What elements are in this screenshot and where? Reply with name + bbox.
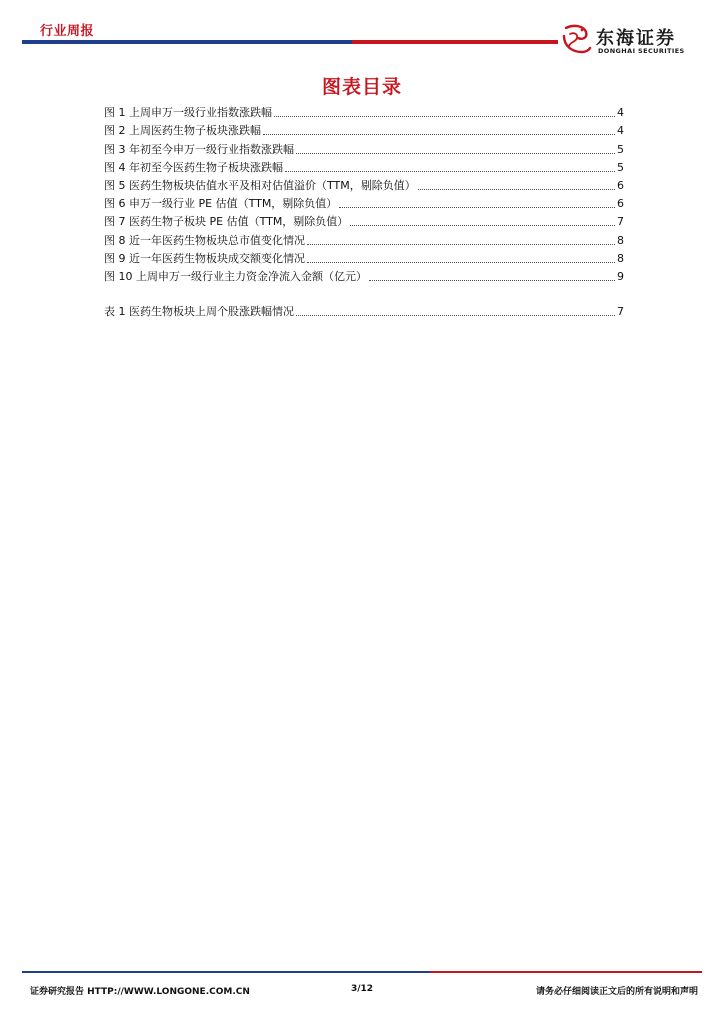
toc-entry-page: 5 [617, 160, 624, 174]
toc-entry-figure-9[interactable] [104, 248, 624, 266]
header-divider [22, 40, 558, 44]
toc-entry-table-1[interactable] [104, 301, 624, 319]
toc-entry-figure-7[interactable] [104, 211, 624, 229]
toc-leader-dots [307, 262, 615, 263]
toc-leader-dots [307, 244, 615, 245]
footer-divider [22, 971, 702, 973]
report-type-tag: 行业周报 [40, 24, 95, 39]
toc-title: 图表目录 [321, 76, 402, 98]
toc-leader-dots [369, 280, 615, 281]
toc-entry-page: 5 [617, 142, 624, 156]
toc-entry-page: 7 [617, 215, 624, 229]
toc-entry-page: 9 [617, 269, 624, 283]
toc-entry-label: 图 9 近一年医药生物板块成交额变化情况 [104, 251, 305, 265]
logo-name-cn: 东海证券 [596, 28, 676, 49]
toc-leader-dots [285, 171, 615, 172]
toc-entry-label: 图 7 医药生物子板块 PE 估值（TTM，剔除负值） [104, 215, 349, 229]
toc-entry-label: 表 1 医药生物板块上周个股涨跌幅情况 [104, 305, 294, 319]
toc-entry-page: 8 [617, 233, 624, 247]
toc-entry-label: 图 1 上周申万一级行业指数涨跌幅 [104, 106, 272, 120]
toc-leader-dots [339, 207, 615, 208]
toc-entry-figure-10[interactable] [104, 266, 624, 284]
toc-entry-label: 图 8 近一年医药生物板块总市值变化情况 [104, 233, 305, 247]
toc-entry-page: 6 [617, 197, 624, 211]
toc-leader-dots [296, 153, 615, 154]
toc-entry-page: 4 [617, 106, 624, 120]
toc-entry-figure-4[interactable] [104, 157, 624, 175]
footer-disclaimer: 请务必仔细阅读正文后的所有说明和声明 [535, 987, 698, 997]
toc-entry-label: 图 3 年初至今申万一级行业指数涨跌幅 [104, 142, 294, 156]
toc-leader-dots [350, 225, 615, 226]
toc-entry-figure-8[interactable] [104, 229, 624, 247]
toc-list [104, 102, 624, 319]
header-divider-red [352, 40, 558, 44]
toc-entry-figure-3[interactable] [104, 138, 624, 156]
toc-entry-label: 图 6 申万一级行业 PE 估值（TTM，剔除负值） [104, 197, 338, 211]
toc-entry-label: 图 5 医药生物板块估值水平及相对估值溢价（TTM，剔除负值） [104, 178, 416, 192]
toc-entry-figure-1[interactable] [104, 102, 624, 120]
toc-entry-page: 4 [617, 124, 624, 138]
toc-entry-figure-2[interactable] [104, 120, 624, 138]
footer-source: 证券研究报告 HTTP://WWW.LONGONE.COM.CN [30, 987, 250, 997]
toc-entry-figure-6[interactable] [104, 193, 624, 211]
toc-entry-label: 图 2 上周医药生物子板块涨跌幅 [104, 124, 261, 138]
toc-section-gap [104, 284, 624, 301]
logo-name-en: DONGHAI SECURITIES [598, 47, 685, 55]
toc-leader-dots [263, 134, 615, 135]
dragon-logo-icon [560, 22, 592, 56]
toc-leader-dots [296, 315, 615, 316]
company-logo [560, 22, 710, 58]
toc-leader-dots [274, 116, 615, 117]
toc-entry-label: 图 10 上周申万一级行业主力资金净流入金额（亿元） [104, 269, 367, 283]
footer-page-number: 3/12 [350, 984, 374, 994]
toc-entry-page: 8 [617, 251, 624, 265]
toc-leader-dots [418, 189, 615, 190]
toc-entry-page: 6 [617, 178, 624, 192]
toc-entry-figure-5[interactable] [104, 175, 624, 193]
toc-entry-label: 图 4 年初至今医药生物子板块涨跌幅 [104, 160, 283, 174]
header-divider-blue [22, 40, 352, 44]
toc-entry-page: 7 [617, 305, 624, 319]
